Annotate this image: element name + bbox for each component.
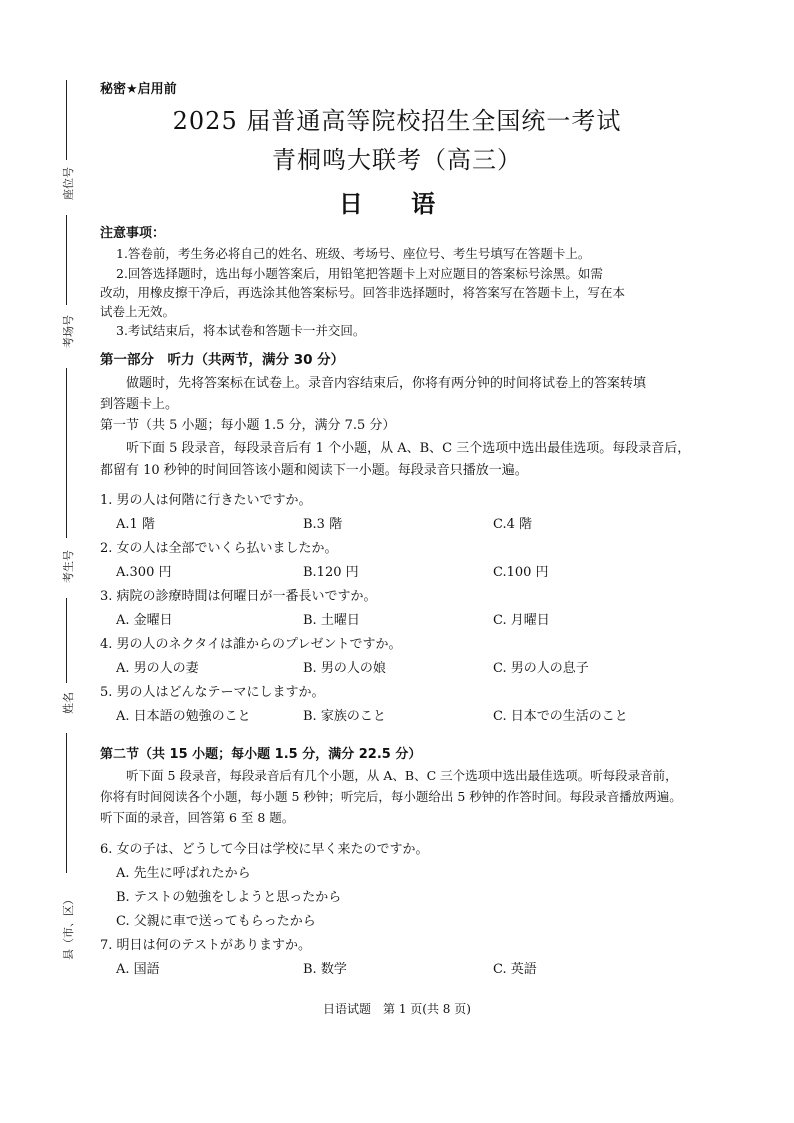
section1-intro-line-1: 听下面 5 段录音，每段录音后有 1 个小题，从 A、B、C 三个选项中选出最佳选项。每段录音后， <box>126 441 691 456</box>
notice-item-2-line-3: 试卷上无效。 <box>100 304 176 319</box>
secret-mark: 秘密★启用前 <box>100 82 177 97</box>
option-2b: B.120 円 <box>303 565 359 580</box>
option-5b: B. 家族のこと <box>303 709 386 724</box>
option-4a: A. 男の人の妻 <box>116 661 199 676</box>
option-7c: C. 英語 <box>493 962 537 977</box>
seat-number-label: 座位号 <box>62 167 75 200</box>
exam-number-label: 考生号 <box>62 550 75 583</box>
question-1: 1. 男の人は何階に行きたいですか。 <box>100 493 312 508</box>
option-6a: A. 先生に呼ばれたから <box>116 866 251 881</box>
question-7: 7. 明日は何のテストがありますか。 <box>100 938 312 953</box>
part1-intro-line-1: 做题时，先将答案标在试卷上。录音内容结束后，你将有两分钟的时间将试卷上的答案转填 <box>126 376 647 391</box>
notice-item-1: 1.答卷前，考生务必将自己的姓名、班级、考场号、座位号、考生号填写在答题卡上。 <box>116 246 591 261</box>
binding-line <box>66 733 67 873</box>
section2-intro-line-1: 听下面 5 段录音，每段录音后有几个小题，从 A、B、C 三个选项中选出最佳选项。听每段录音前， <box>126 768 678 783</box>
option-3c: C. 月曜日 <box>493 613 550 628</box>
option-1b: B.3 階 <box>303 517 343 532</box>
part1-intro-line-2: 到答题卡上。 <box>100 397 179 412</box>
notice-item-2-line-2: 改动，用橡皮擦干净后，再选涂其他答案标号。回答非选择题时，将答案写在答题卡上，写在本 <box>100 285 626 300</box>
option-4c: C. 男の人の息子 <box>493 661 589 676</box>
question-3: 3. 病院の診療時間は何曜日が一番長いですか。 <box>100 589 377 604</box>
section2-intro-line-3: 听下面的录音，回答第 6 至 8 题。 <box>100 810 295 825</box>
option-6b: B. テストの勉強をしようと思ったから <box>116 890 342 905</box>
exam-room-label: 考场号 <box>62 315 75 348</box>
exam-title: 2025 届普通高等院校招生全国统一考试 <box>172 107 622 135</box>
section2-heading: 第二节（共 15 小题；每小题 1.5 分，满分 22.5 分） <box>100 747 422 762</box>
question-2: 2. 女の人は全部でいくら払いましたか。 <box>100 541 338 556</box>
option-6c: C. 父親に車で送ってもらったから <box>116 914 316 929</box>
notice-item-2-line-1: 2.回答选择题时，选出每小题答案后，用铅笔把答题卡上对应题目的答案标号涂黑。如需 <box>116 266 603 281</box>
subject-title: 日 语 <box>338 190 456 218</box>
option-2c: C.100 円 <box>493 565 549 580</box>
option-1a: A.1 階 <box>116 517 155 532</box>
question-6: 6. 女の子は、どうして今日は学校に早く来たのですか。 <box>100 842 429 857</box>
question-5: 5. 男の人はどんなテーマにしますか。 <box>100 685 325 700</box>
part1-heading: 第一部分 听力（共两节，满分 30 分） <box>100 352 345 368</box>
notice-item-3: 3.考试结束后，将本试卷和答题卡一并交回。 <box>116 323 366 338</box>
notice-heading: 注意事项： <box>100 226 166 241</box>
name-label: 姓名 <box>62 692 75 714</box>
section1-heading: 第一节（共 5 小题；每小题 1.5 分，满分 7.5 分） <box>100 418 396 433</box>
binding-line <box>66 368 67 538</box>
exam-subtitle: 青桐鸣大联考（高三） <box>272 146 522 174</box>
section2-intro-line-2: 你将有时间阅读各个小题，每小题 5 秒钟；听完后，每小题给出 5 秒钟的作答时间。每段录音播放两遍。 <box>100 789 682 804</box>
page-footer: 日语试题 第 1 页(共 8 页) <box>323 1002 471 1016</box>
option-3b: B. 土曜日 <box>303 613 360 628</box>
question-4: 4. 男の人のネクタイは誰からのプレゼントですか。 <box>100 637 402 652</box>
option-7b: B. 数学 <box>303 962 347 977</box>
county-label: 县（市、区） <box>62 894 75 960</box>
option-4b: B. 男の人の娘 <box>303 661 386 676</box>
option-5a: A. 日本語の勉強のこと <box>116 709 251 724</box>
option-5c: C. 日本での生活のこと <box>493 709 628 724</box>
option-3a: A. 金曜日 <box>116 613 173 628</box>
binding-line <box>66 215 67 305</box>
option-2a: A.300 円 <box>116 565 172 580</box>
binding-line <box>66 598 67 683</box>
option-7a: A. 国語 <box>116 962 160 977</box>
section1-intro-line-2: 都留有 10 秒钟的时间回答该小题和阅读下一小题。每段录音只播放一遍。 <box>100 463 528 478</box>
option-1c: C.4 階 <box>493 517 533 532</box>
